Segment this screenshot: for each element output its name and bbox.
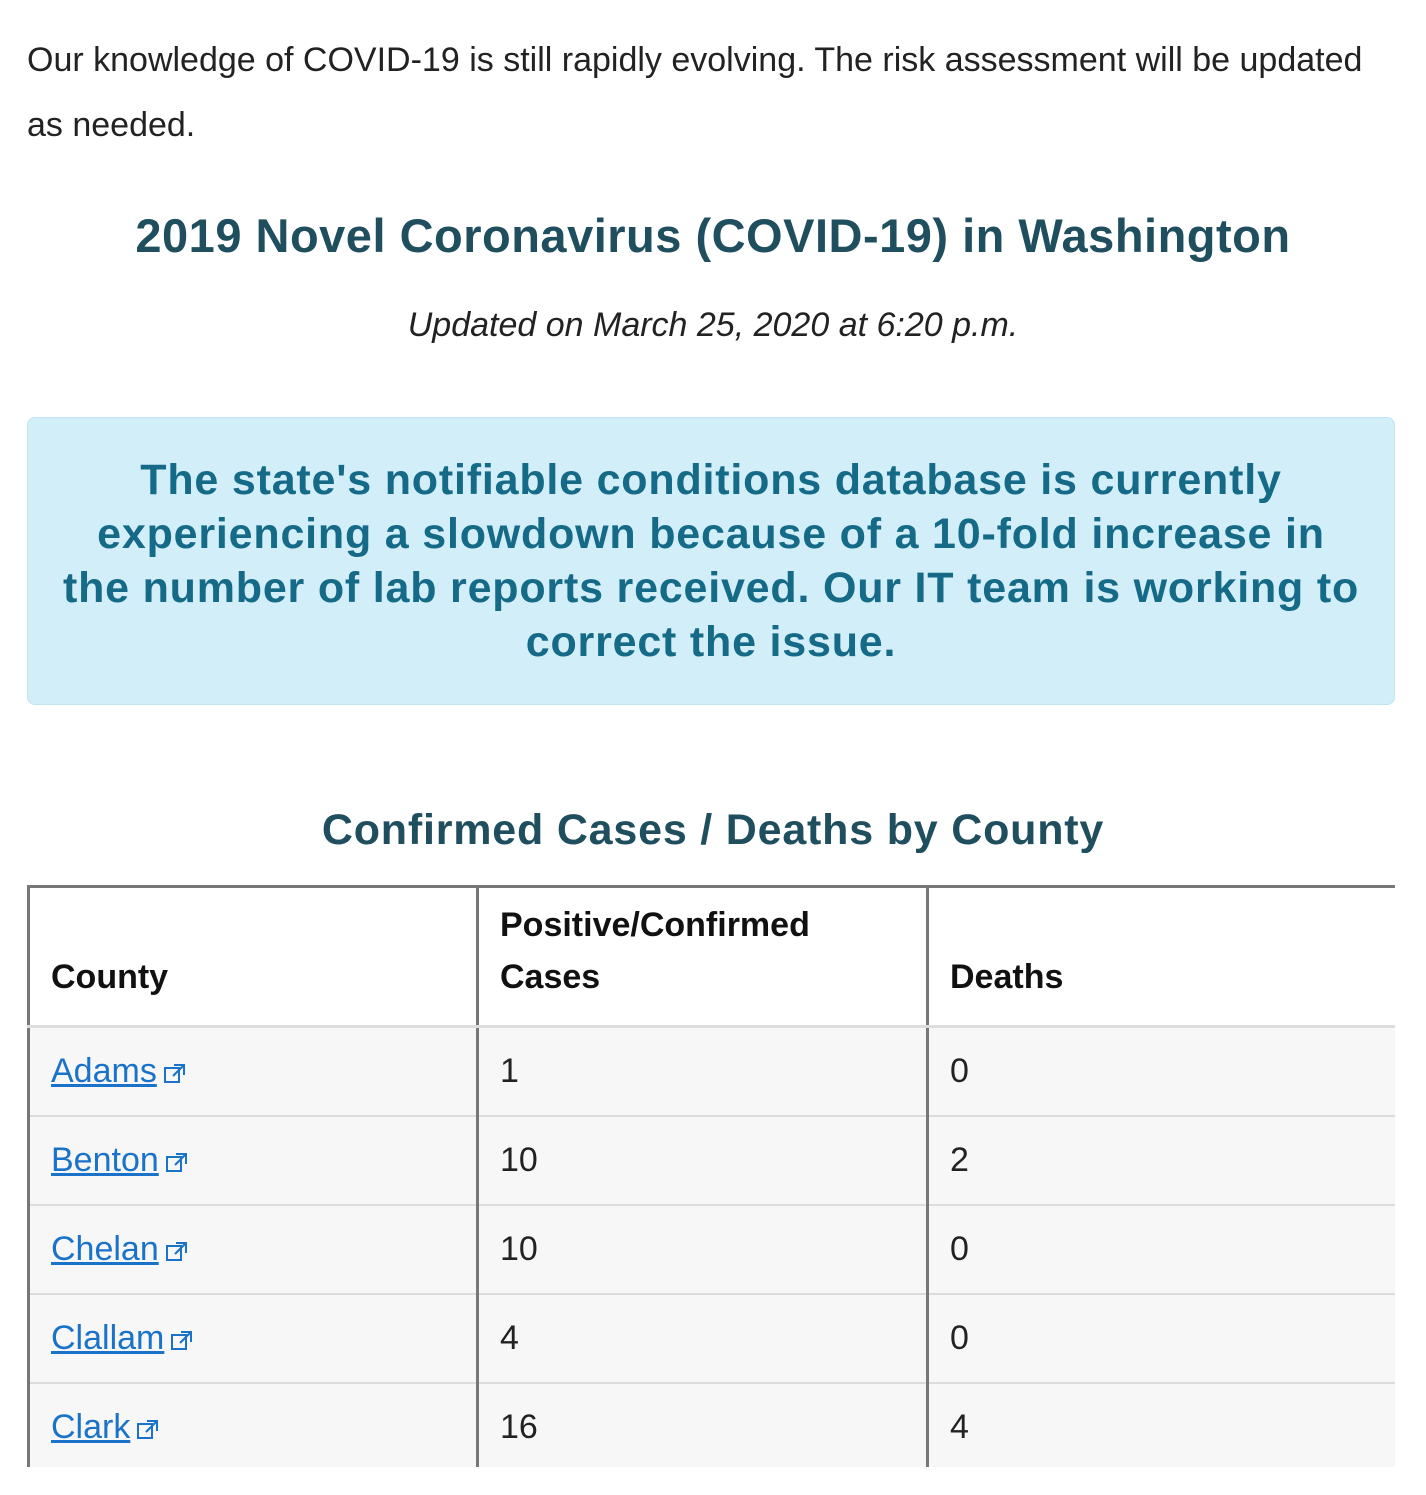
deaths-cell: 2 [928,1116,1396,1205]
county-cell [29,1383,478,1468]
table-header-row [29,887,1396,1027]
external-link-icon[interactable] [170,1329,194,1351]
cases-cell: 16 [478,1383,928,1468]
table-row [29,1205,1396,1294]
cases-cell: 4 [478,1294,928,1383]
county-link-adams[interactable]: Adams [51,1051,157,1090]
county-link-chelan[interactable]: Chelan [51,1229,159,1268]
deaths-cell: 4 [928,1383,1396,1468]
county-cell [29,1116,478,1205]
county-table [27,885,1395,1467]
external-link-icon[interactable] [163,1062,187,1084]
table-row [29,1294,1396,1383]
table-title: Confirmed Cases / Deaths by County [321,806,1105,854]
external-link-icon[interactable] [165,1240,189,1262]
alert-text: The state's notifiable conditions database is currently experiencing a slowdown because of a 10-fold increase in the number of lab reports received. Our IT team is working to correct the issue. [62,456,1360,666]
external-link-icon[interactable] [165,1151,189,1173]
county-cell [29,1205,478,1294]
county-table-container [27,885,1395,1467]
county-link-benton[interactable]: Benton [51,1140,159,1179]
deaths-cell: 0 [928,1294,1396,1383]
alert-banner [27,417,1395,705]
column-header-cases: Positive/Confirmed Cases [478,887,928,1027]
cases-cell: 10 [478,1116,928,1205]
county-link-clark[interactable]: Clark [51,1407,131,1446]
external-link-icon[interactable] [136,1418,160,1440]
county-cell [29,1294,478,1383]
table-row [29,1383,1396,1468]
county-link-clallam[interactable]: Clallam [51,1318,165,1357]
intro-paragraph: Our knowledge of COVID-19 is still rapidly evolving. The risk assessment will be updated as needed. [27,41,1363,144]
column-header-deaths: Deaths [928,887,1396,1027]
updated-timestamp: Updated on March 25, 2020 at 6:20 p.m. [407,306,1019,344]
county-cell [29,1027,478,1116]
cases-cell: 1 [478,1027,928,1116]
column-header-county: County [29,887,478,1027]
deaths-cell: 0 [928,1027,1396,1116]
table-row [29,1116,1396,1205]
cases-cell: 10 [478,1205,928,1294]
page-title: 2019 Novel Coronavirus (COVID-19) in Washington [135,209,1291,262]
deaths-cell: 0 [928,1205,1396,1294]
table-row [29,1027,1396,1116]
